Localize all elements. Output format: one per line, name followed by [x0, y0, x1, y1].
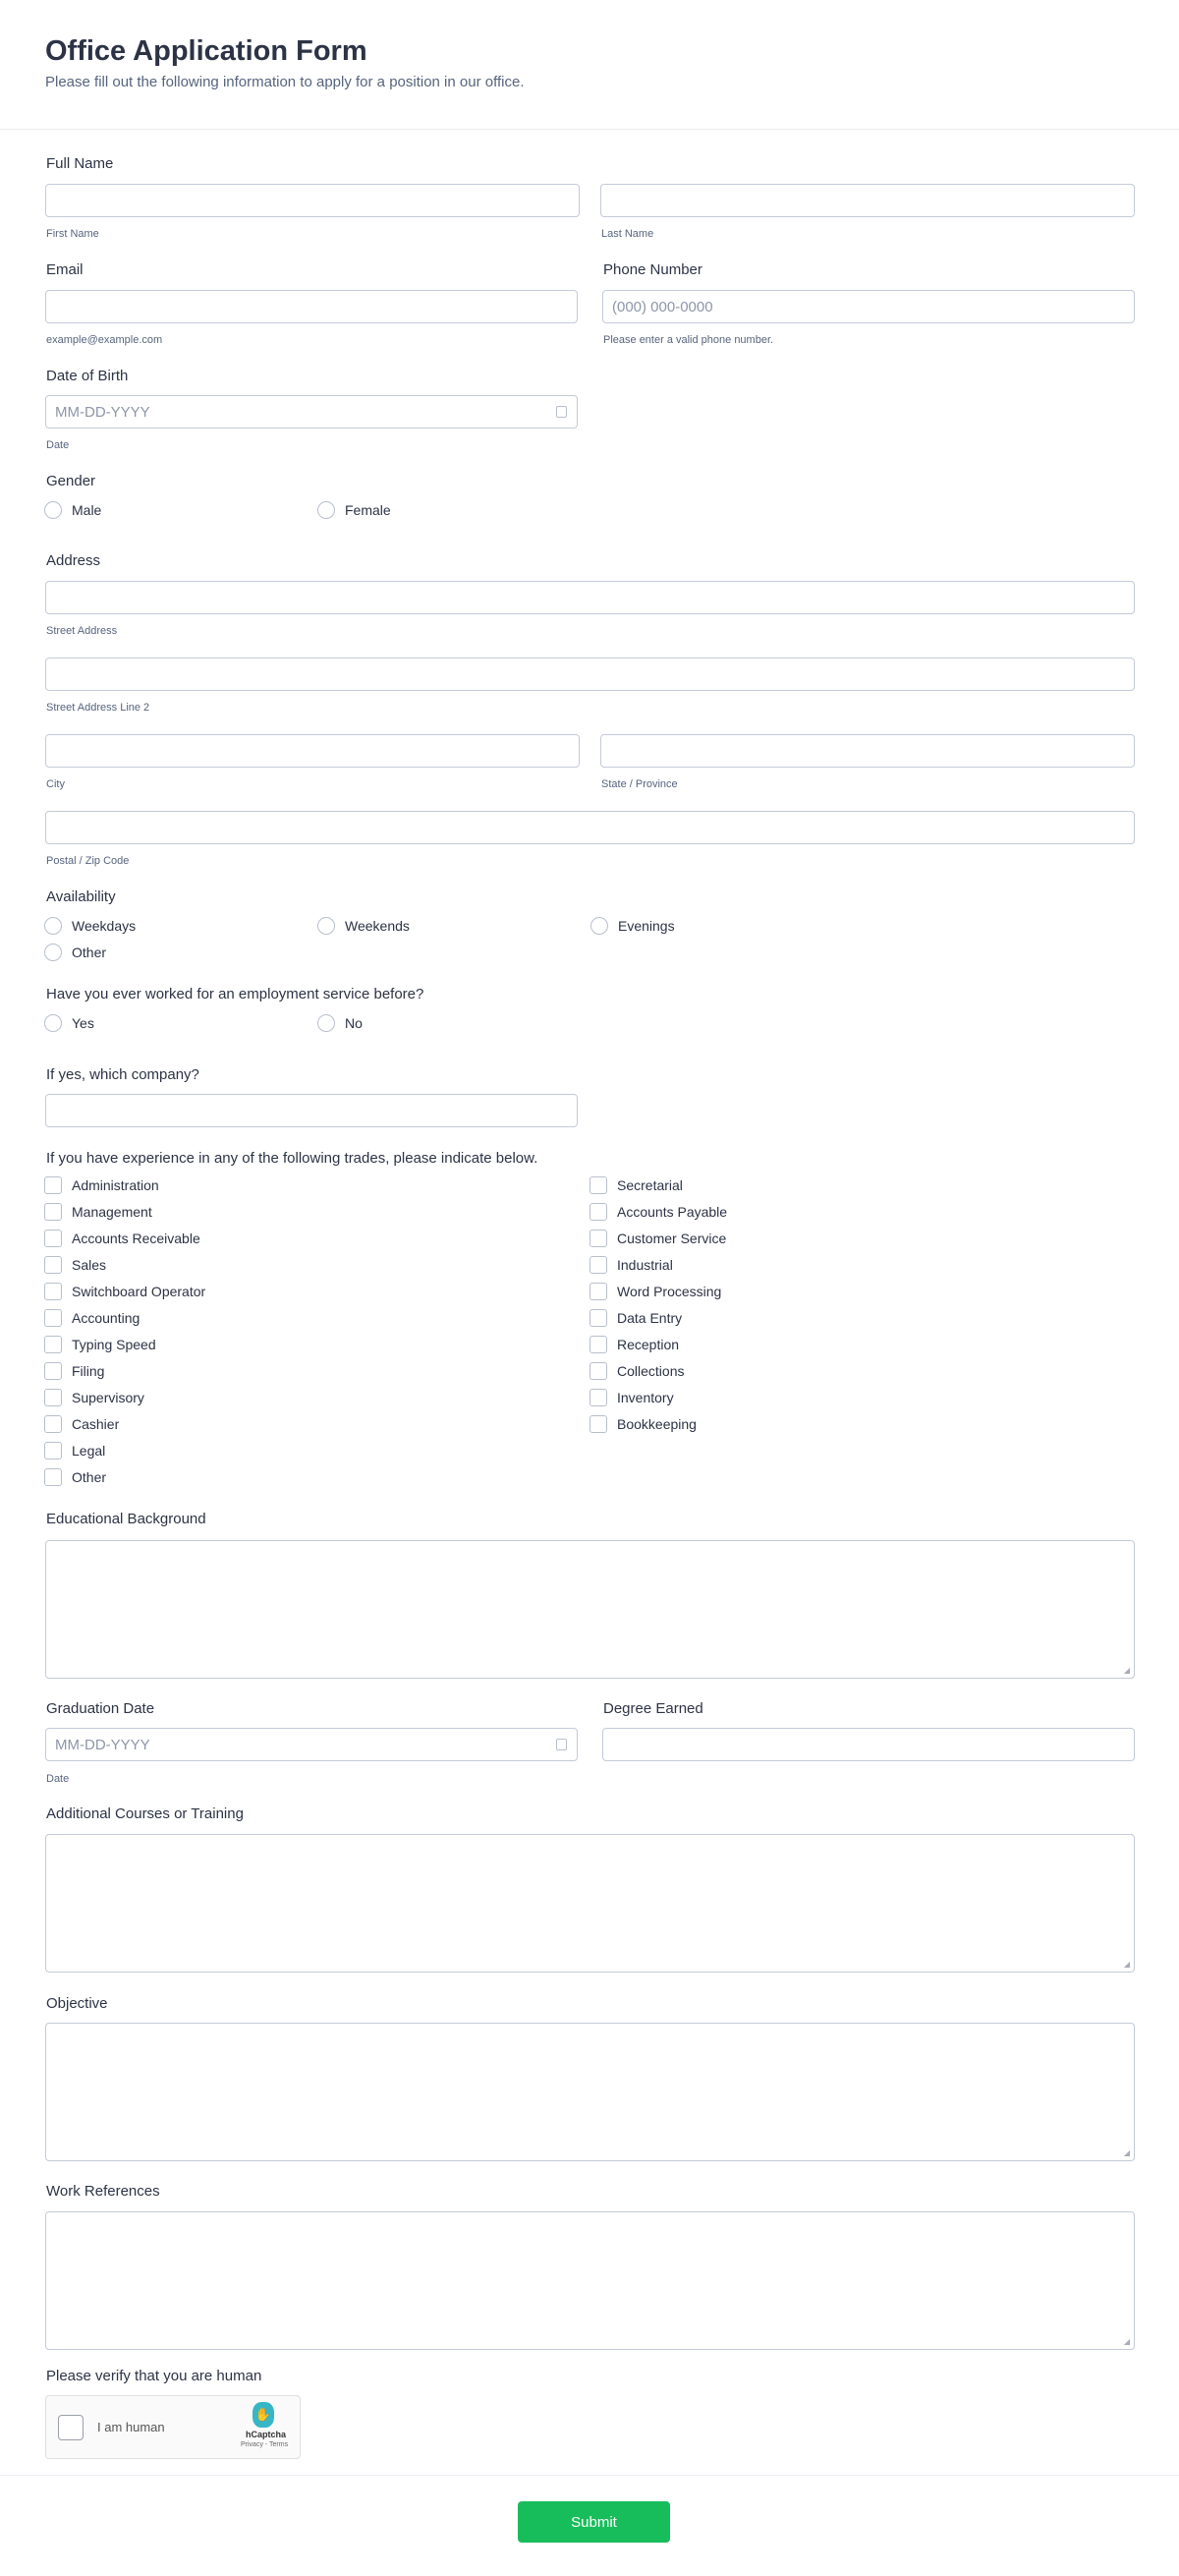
trade-checkbox-other[interactable] [44, 1467, 106, 1487]
trade-checkbox-industrial[interactable] [590, 1255, 673, 1275]
graduation-date-input[interactable] [45, 1728, 578, 1761]
availability-label: Availability [46, 888, 116, 905]
gender-male-radio[interactable] [44, 500, 101, 520]
resize-handle-icon[interactable]: ◢ [1123, 2337, 1130, 2346]
trade-checkbox-typing-speed[interactable] [44, 1335, 156, 1354]
checkbox-box[interactable] [44, 1230, 62, 1247]
full-name-label: Full Name [46, 155, 114, 172]
checkbox-label: Other [72, 1469, 107, 1485]
captcha-checkbox-label: I am human [97, 2420, 165, 2434]
graduation-sublabel: Date [46, 1773, 70, 1785]
trade-checkbox-reception[interactable] [590, 1335, 679, 1354]
trade-checkbox-bookkeeping[interactable] [590, 1414, 697, 1434]
checkbox-box[interactable] [44, 1176, 62, 1194]
zip-sublabel: Postal / Zip Code [46, 855, 130, 867]
trade-checkbox-collections[interactable] [590, 1361, 684, 1381]
street2-input[interactable] [45, 658, 1135, 691]
phone-input[interactable] [602, 290, 1135, 323]
graduation-label: Graduation Date [46, 1700, 155, 1717]
checkbox-label: Industrial [617, 1257, 673, 1273]
trade-checkbox-inventory[interactable] [590, 1388, 674, 1407]
phone-sublabel: Please enter a valid phone number. [603, 334, 774, 346]
employment-label: Have you ever worked for an employment service before? [46, 986, 424, 1002]
references-label: Work References [46, 2183, 160, 2200]
radio-label: No [345, 1015, 363, 1031]
checkbox-label: Filing [72, 1363, 105, 1379]
hcaptcha-logo-icon: ✋ [253, 2402, 274, 2428]
checkbox-label: Cashier [72, 1416, 120, 1432]
radio-circle[interactable] [317, 501, 335, 519]
street-input[interactable] [45, 581, 1135, 614]
degree-input[interactable] [602, 1728, 1135, 1761]
trade-checkbox-data-entry[interactable] [590, 1308, 682, 1328]
dob-label: Date of Birth [46, 368, 129, 384]
checkbox-label: Accounting [72, 1310, 140, 1326]
resize-handle-icon[interactable]: ◢ [1123, 2148, 1130, 2157]
checkbox-box[interactable] [44, 1336, 62, 1353]
checkbox-box[interactable] [44, 1203, 62, 1221]
trade-checkbox-accounting[interactable] [44, 1308, 140, 1328]
city-input[interactable] [45, 734, 580, 768]
checkbox-label: Inventory [617, 1390, 674, 1405]
trade-checkbox-accounts-payable[interactable] [590, 1202, 727, 1222]
checkbox-box[interactable] [590, 1176, 607, 1194]
hcaptcha-brand: hCaptcha [246, 2430, 287, 2439]
checkbox-box[interactable] [590, 1389, 607, 1406]
radio-label: Yes [72, 1015, 94, 1031]
trade-checkbox-word-processing[interactable] [590, 1282, 721, 1301]
checkbox-box[interactable] [590, 1362, 607, 1380]
trade-checkbox-customer-service[interactable] [590, 1229, 726, 1248]
email-sublabel: example@example.com [46, 334, 163, 346]
checkbox-box[interactable] [590, 1256, 607, 1274]
checkbox-box[interactable] [44, 1309, 62, 1327]
checkbox-box[interactable] [44, 1256, 62, 1274]
dob-input[interactable] [45, 395, 578, 429]
captcha-checkbox[interactable] [58, 2415, 84, 2440]
checkbox-label: Collections [617, 1363, 685, 1379]
email-label: Email [46, 261, 84, 278]
education-textarea[interactable] [45, 1540, 1135, 1679]
phone-label: Phone Number [603, 261, 702, 278]
gender-female-radio[interactable] [317, 500, 391, 520]
trade-checkbox-supervisory[interactable] [44, 1388, 144, 1407]
radio-label: Other [72, 945, 107, 960]
courses-textarea[interactable] [45, 1834, 1135, 1973]
checkbox-box[interactable] [44, 1283, 62, 1300]
checkbox-label: Reception [617, 1337, 680, 1352]
checkbox-box[interactable] [590, 1203, 607, 1221]
employment-yes-radio[interactable] [44, 1013, 94, 1033]
radio-circle[interactable] [44, 1014, 62, 1032]
checkbox-label: Switchboard Operator [72, 1284, 206, 1299]
radio-label: Evenings [618, 918, 675, 934]
trade-checkbox-secretarial[interactable] [590, 1175, 683, 1195]
trade-checkbox-legal[interactable] [44, 1441, 105, 1460]
radio-circle[interactable] [44, 501, 62, 519]
last-name-sublabel: Last Name [601, 228, 654, 240]
calendar-icon[interactable] [556, 406, 567, 418]
trade-checkbox-filing[interactable] [44, 1361, 104, 1381]
checkbox-box[interactable] [44, 1362, 62, 1380]
resize-handle-icon[interactable]: ◢ [1123, 1666, 1130, 1675]
state-input[interactable] [600, 734, 1135, 768]
dob-placeholder: MM-DD-YYYY [55, 403, 150, 421]
page-subtitle: Please fill out the following information to apply for a position in our office. [45, 74, 525, 90]
trade-checkbox-sales[interactable] [44, 1255, 106, 1275]
trade-checkbox-switchboard-operator[interactable] [44, 1282, 205, 1301]
checkbox-box[interactable] [590, 1230, 607, 1247]
objective-textarea[interactable] [45, 2023, 1135, 2161]
company-label: If yes, which company? [46, 1066, 199, 1083]
checkbox-label: Administration [72, 1177, 159, 1193]
street2-sublabel: Street Address Line 2 [46, 702, 150, 714]
availability-weekdays-radio[interactable] [44, 916, 136, 936]
gender-label: Gender [46, 473, 96, 489]
trade-checkbox-accounts-receivable[interactable] [44, 1229, 200, 1248]
phone-placeholder: (000) 000-0000 [612, 298, 713, 315]
first-name-input[interactable] [45, 184, 580, 217]
trade-checkbox-management[interactable] [44, 1202, 152, 1222]
references-textarea[interactable] [45, 2211, 1135, 2350]
checkbox-box[interactable] [590, 1415, 607, 1433]
availability-evenings-radio[interactable] [590, 916, 675, 936]
last-name-input[interactable] [600, 184, 1135, 217]
trades-label: If you have experience in any of the following trades, please indicate below. [46, 1150, 538, 1167]
zip-input[interactable] [45, 811, 1135, 844]
checkbox-box[interactable] [44, 1415, 62, 1433]
checkbox-label: Sales [72, 1257, 107, 1273]
graduation-placeholder: MM-DD-YYYY [55, 1736, 150, 1753]
checkbox-label: Word Processing [617, 1284, 722, 1299]
checkbox-label: Typing Speed [72, 1337, 156, 1352]
calendar-icon[interactable] [556, 1739, 567, 1750]
radio-circle[interactable] [317, 917, 335, 935]
checkbox-label: Customer Service [617, 1231, 727, 1246]
dob-sublabel: Date [46, 439, 70, 451]
first-name-sublabel: First Name [46, 228, 99, 240]
checkbox-label: Bookkeeping [617, 1416, 697, 1432]
availability-weekends-radio[interactable] [317, 916, 410, 936]
radio-label: Male [72, 502, 102, 518]
checkbox-label: Secretarial [617, 1177, 683, 1193]
radio-circle[interactable] [44, 917, 62, 935]
resize-handle-icon[interactable]: ◢ [1123, 1960, 1130, 1969]
checkbox-label: Legal [72, 1443, 106, 1459]
state-sublabel: State / Province [601, 778, 678, 790]
page-title: Office Application Form [45, 35, 367, 67]
company-input[interactable] [45, 1094, 578, 1127]
checkbox-label: Supervisory [72, 1390, 144, 1405]
availability-other-radio[interactable] [44, 943, 106, 962]
checkbox-box[interactable] [44, 1468, 62, 1486]
objective-label: Objective [46, 1995, 108, 2012]
courses-label: Additional Courses or Training [46, 1805, 244, 1822]
degree-label: Degree Earned [603, 1700, 703, 1717]
radio-circle[interactable] [317, 1014, 335, 1032]
checkbox-label: Accounts Receivable [72, 1231, 200, 1246]
checkbox-label: Data Entry [617, 1310, 683, 1326]
checkbox-box[interactable] [590, 1309, 607, 1327]
radio-label: Female [345, 502, 391, 518]
address-label: Address [46, 552, 101, 569]
checkbox-label: Management [72, 1204, 152, 1220]
trade-checkbox-administration[interactable] [44, 1175, 159, 1195]
checkbox-box[interactable] [590, 1336, 607, 1353]
captcha-label: Please verify that you are human [46, 2368, 262, 2384]
email-input[interactable] [45, 290, 578, 323]
radio-label: Weekdays [72, 918, 137, 934]
hcaptcha-links[interactable]: Privacy - Terms [241, 2441, 289, 2448]
hcaptcha-widget [45, 2395, 301, 2459]
radio-circle[interactable] [44, 944, 62, 961]
submit-button[interactable]: Submit [518, 2501, 670, 2543]
checkbox-label: Accounts Payable [617, 1204, 728, 1220]
street-sublabel: Street Address [46, 625, 118, 637]
header-divider [0, 129, 1179, 130]
checkbox-box[interactable] [44, 1442, 62, 1460]
trade-checkbox-cashier[interactable] [44, 1414, 119, 1434]
education-label: Educational Background [46, 1511, 206, 1527]
radio-label: Weekends [345, 918, 410, 934]
employment-no-radio[interactable] [317, 1013, 363, 1033]
checkbox-box[interactable] [590, 1283, 607, 1300]
footer-divider [0, 2475, 1179, 2476]
radio-circle[interactable] [590, 917, 608, 935]
city-sublabel: City [46, 778, 65, 790]
checkbox-box[interactable] [44, 1389, 62, 1406]
